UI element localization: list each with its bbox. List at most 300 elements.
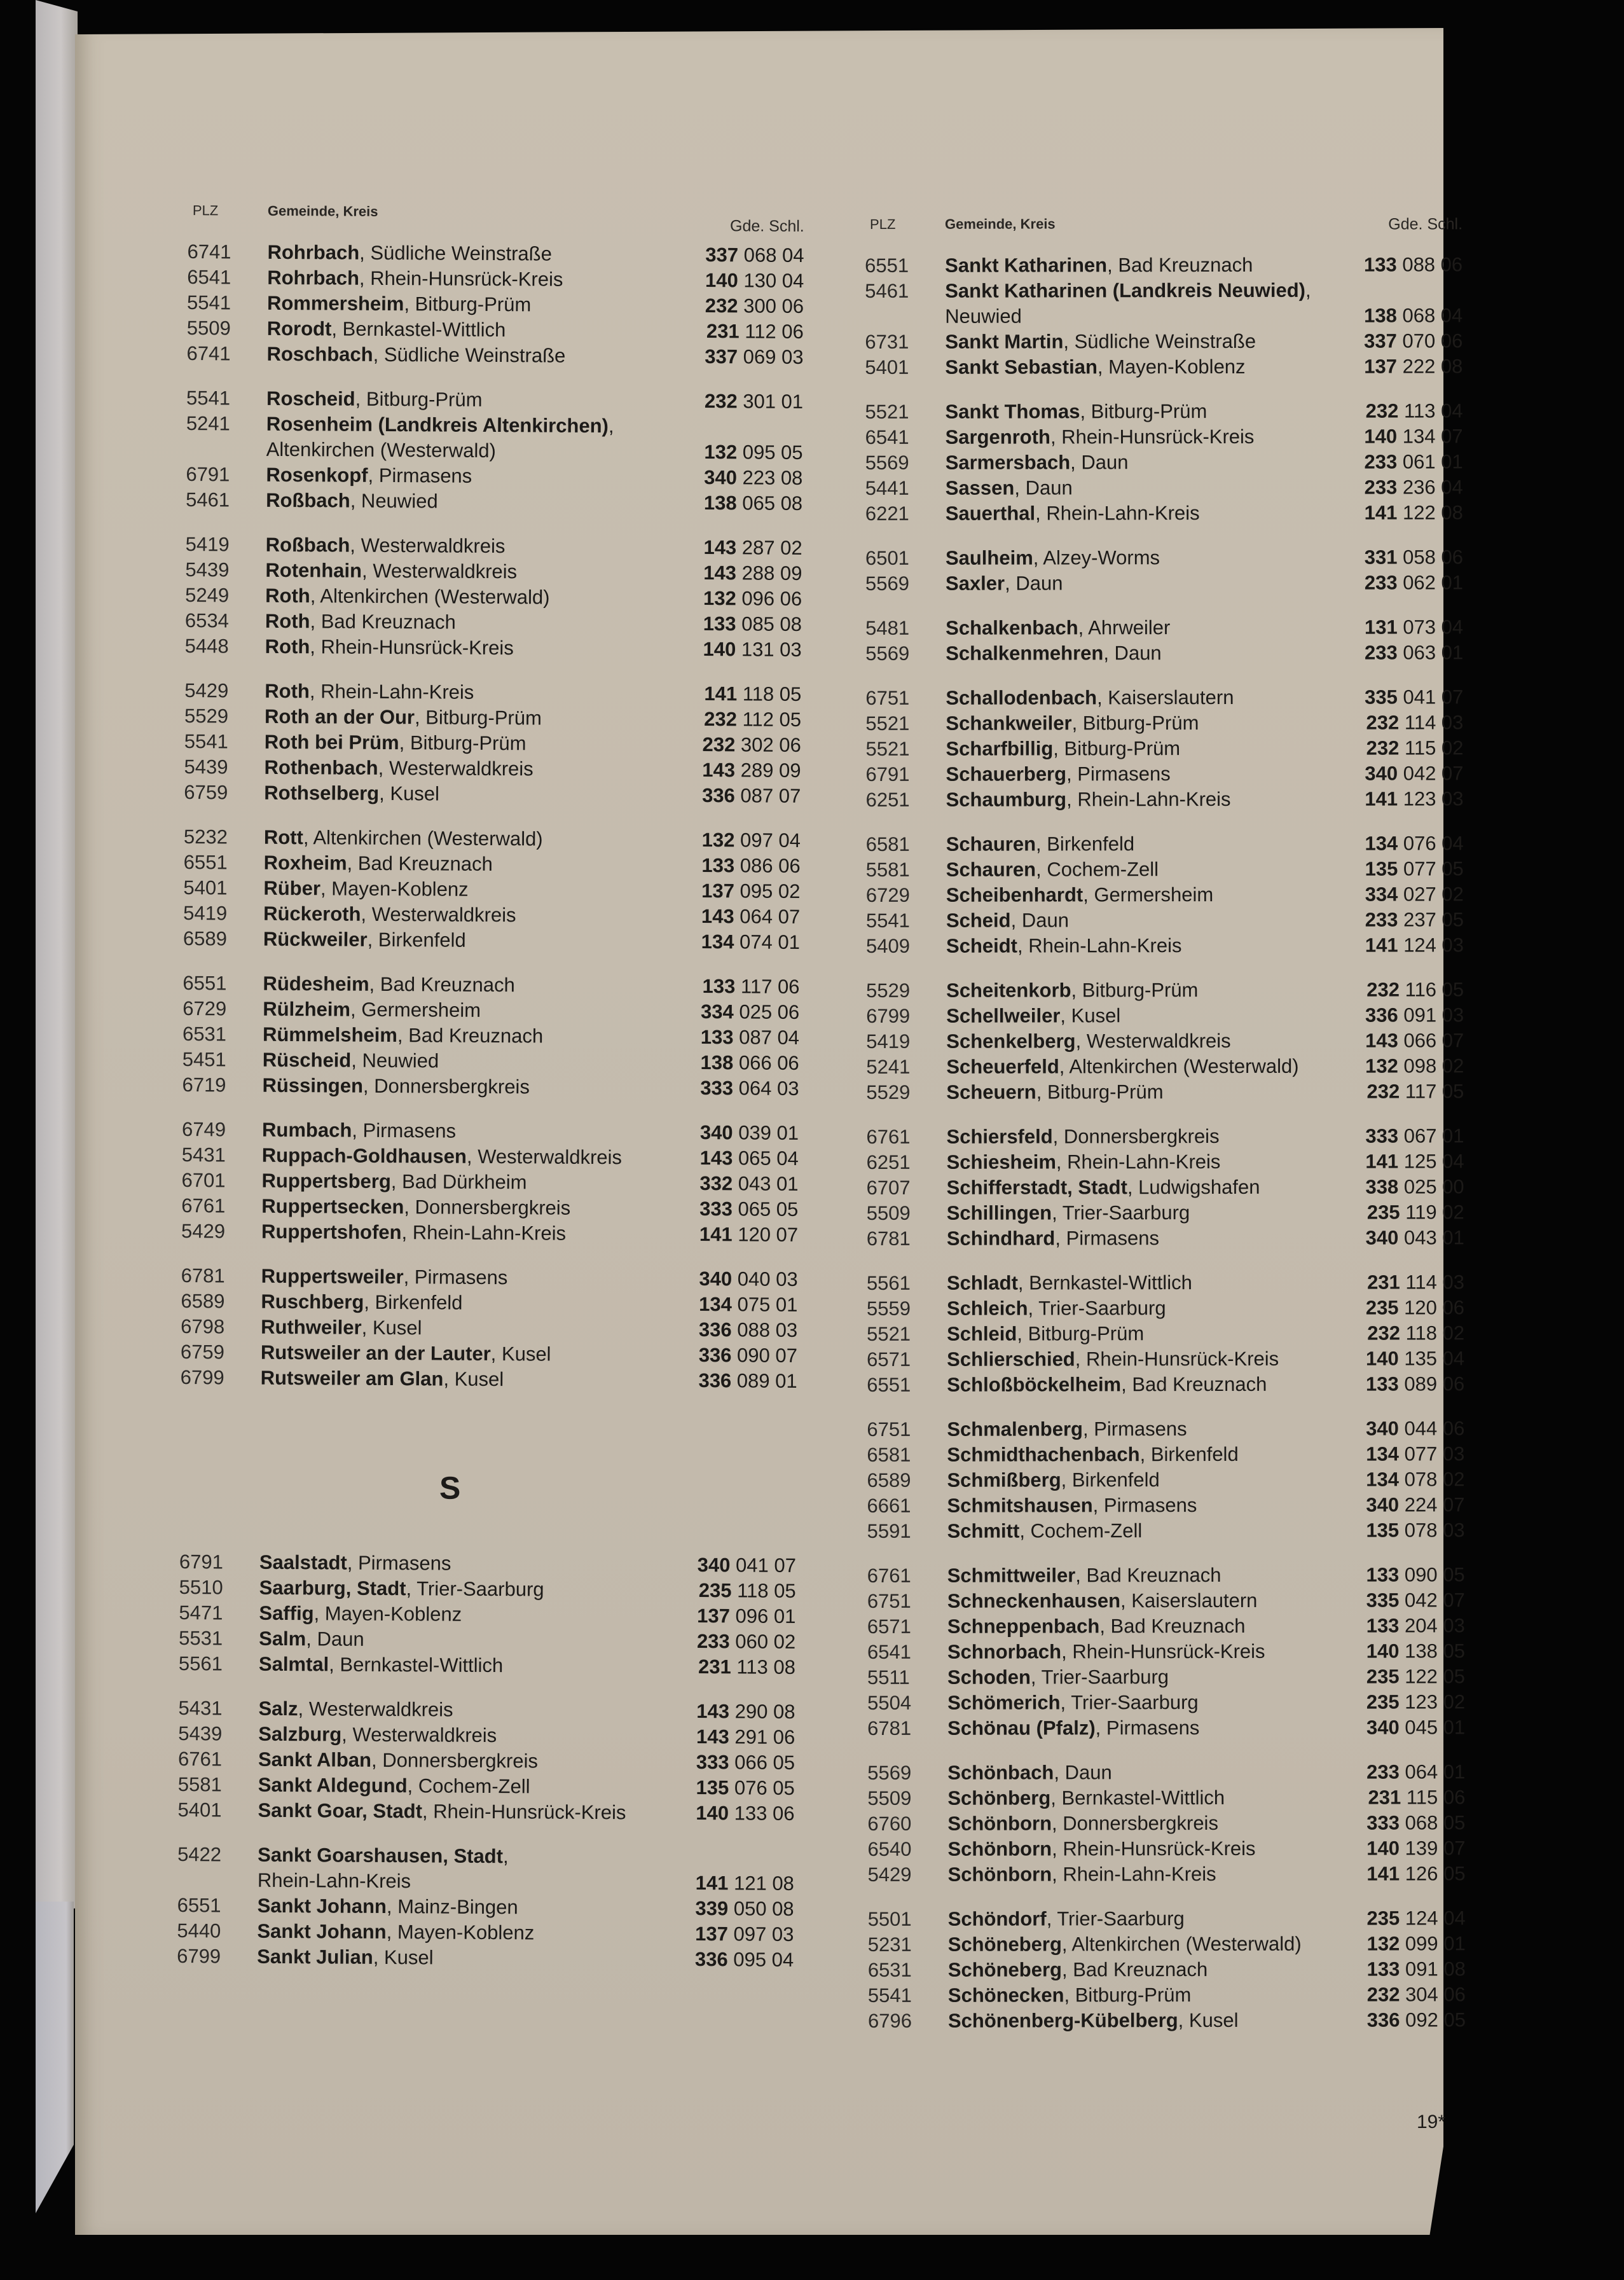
postal-code: 6541 xyxy=(867,1640,911,1663)
code-local-part: 304 06 xyxy=(1405,1983,1466,2006)
separator: , xyxy=(1103,642,1115,665)
table-row xyxy=(861,1638,1465,1665)
table-row xyxy=(859,544,1463,571)
separator: , xyxy=(368,464,379,487)
municipality-name: Sankt Johann xyxy=(257,1894,387,1918)
code-district-part: 141 xyxy=(1365,787,1398,810)
entry-group xyxy=(861,1562,1465,1741)
municipality-code xyxy=(685,1552,796,1579)
table-row xyxy=(862,1931,1466,1958)
table-row xyxy=(859,449,1463,476)
entry-group xyxy=(175,971,799,1102)
table-row xyxy=(177,780,801,809)
postal-code: 5541 xyxy=(186,387,231,410)
municipality xyxy=(261,1340,686,1368)
code-district-part: 336 xyxy=(698,1344,732,1367)
municipality-code xyxy=(1352,1079,1464,1104)
district-name: Rhein-Hunsrück-Kreis xyxy=(370,266,563,291)
table-row xyxy=(860,786,1464,813)
table-row xyxy=(859,474,1463,501)
table-row xyxy=(176,971,799,1000)
code-local-part: 050 08 xyxy=(733,1897,794,1920)
entry-group xyxy=(860,977,1464,1105)
municipality-name: Saffig xyxy=(259,1601,314,1625)
table-row xyxy=(861,1517,1465,1544)
code-local-part: 042 07 xyxy=(1404,1589,1465,1612)
municipality-name: Roxheim xyxy=(263,851,347,874)
table-row xyxy=(859,424,1463,450)
municipality xyxy=(947,1836,1354,1862)
table-row xyxy=(172,1696,795,1725)
table-row xyxy=(175,1072,799,1102)
code-district-part: 137 xyxy=(1364,355,1397,378)
code-district-part: 340 xyxy=(1365,1226,1399,1249)
table-row xyxy=(180,411,803,466)
table-row xyxy=(173,1549,796,1579)
table-row xyxy=(174,1289,797,1318)
table-row xyxy=(858,328,1462,355)
code-district-part: 235 xyxy=(1365,1296,1399,1319)
district-name: Donnersbergkreis xyxy=(415,1196,571,1219)
code-local-part: 077 05 xyxy=(1403,857,1464,880)
code-district-part: 233 xyxy=(1364,641,1398,664)
code-local-part: 117 05 xyxy=(1405,1080,1464,1103)
entry-group xyxy=(179,385,803,516)
district-name: Bitburg-Prüm xyxy=(1082,712,1199,735)
postal-code: 5504 xyxy=(867,1691,912,1714)
table-row xyxy=(859,570,1463,597)
district-name: Westerwaldkreis xyxy=(308,1697,453,1721)
code-local-part: 066 07 xyxy=(1403,1029,1464,1052)
separator: , xyxy=(313,1602,325,1625)
postal-code: 5241 xyxy=(866,1055,911,1078)
code-local-part: 074 01 xyxy=(739,930,801,953)
table-row xyxy=(860,1346,1464,1372)
separator: , xyxy=(1097,356,1109,378)
code-district-part: 135 xyxy=(696,1776,729,1799)
table-row xyxy=(860,1149,1464,1175)
municipality-name: Sassen xyxy=(945,476,1015,499)
separator: , xyxy=(1030,1666,1042,1689)
municipality-name: Schlierschied xyxy=(947,1348,1075,1371)
code-district-part: 232 xyxy=(1366,1080,1400,1103)
table-row xyxy=(175,1263,798,1292)
code-district-part: 336 xyxy=(702,784,735,807)
municipality-code xyxy=(1354,1664,1465,1689)
municipality-name: Roscheid xyxy=(266,387,355,410)
municipality-code xyxy=(1352,881,1464,907)
code-district-part: 138 xyxy=(700,1051,734,1074)
municipality xyxy=(946,1028,1352,1054)
separator: , xyxy=(1061,1640,1073,1663)
code-district-part: 337 xyxy=(1364,329,1397,352)
separator: , xyxy=(309,680,321,703)
table-row xyxy=(861,1715,1465,1741)
postal-code: 5481 xyxy=(865,616,910,639)
district-name: Kusel xyxy=(1188,2008,1239,2032)
municipality xyxy=(947,1321,1353,1347)
district-name: Alzey-Worms xyxy=(1043,546,1160,569)
table-row xyxy=(861,1810,1465,1837)
code-local-part: 114 03 xyxy=(1405,1271,1464,1294)
municipality-code xyxy=(1353,1225,1464,1250)
table-row xyxy=(861,1664,1465,1690)
municipality xyxy=(947,1690,1354,1716)
municipality-code xyxy=(689,853,801,879)
entry-group xyxy=(177,678,801,809)
separator: , xyxy=(1046,1907,1057,1930)
municipality xyxy=(261,1264,687,1292)
municipality-name: Scheibenhardt xyxy=(946,883,1084,906)
municipality-name: Schömerich xyxy=(947,1691,1061,1714)
postal-code: 5440 xyxy=(177,1919,221,1942)
code-local-part: 076 05 xyxy=(734,1776,795,1799)
code-local-part: 040 03 xyxy=(737,1268,798,1290)
code-district-part: 143 xyxy=(701,905,734,928)
municipality xyxy=(259,1575,685,1603)
separator: , xyxy=(1070,451,1082,474)
table-row xyxy=(175,1219,798,1248)
municipality-code xyxy=(691,465,802,491)
code-district-part: 340 xyxy=(1366,1716,1400,1739)
table-row xyxy=(177,926,800,955)
municipality-code xyxy=(1352,907,1464,932)
code-local-part: 064 03 xyxy=(738,1077,799,1100)
municipality-code xyxy=(692,344,803,370)
district-name: Daun xyxy=(1114,642,1162,665)
municipality xyxy=(947,1149,1353,1175)
code-local-part: 076 04 xyxy=(1403,832,1464,855)
code-district-part: 140 xyxy=(696,1801,729,1825)
municipality xyxy=(947,1226,1353,1252)
code-district-part: 143 xyxy=(699,1147,733,1170)
separator: , xyxy=(390,1170,403,1193)
code-local-part: 122 08 xyxy=(1402,501,1463,524)
code-local-part: 075 01 xyxy=(737,1293,798,1316)
municipality-code xyxy=(1353,1416,1464,1441)
district-name: Daun xyxy=(1064,1761,1112,1784)
separator: , xyxy=(1028,1297,1039,1320)
postal-code: 5509 xyxy=(186,317,231,340)
municipality xyxy=(261,1365,686,1393)
district-name: Mayen-Koblenz xyxy=(324,1602,462,1626)
district-name: Pirmasens xyxy=(362,1119,457,1142)
municipality xyxy=(265,679,690,707)
separator: , xyxy=(1120,1589,1132,1612)
municipality xyxy=(265,729,690,757)
code-district-part: 137 xyxy=(701,880,735,902)
municipality-name: Schauerberg xyxy=(946,763,1067,785)
municipality xyxy=(947,1715,1354,1741)
postal-code: 6581 xyxy=(867,1443,911,1466)
table-row xyxy=(861,1689,1465,1716)
postal-code: 6760 xyxy=(867,1812,912,1835)
district-name: Bad Kreuznach xyxy=(1086,1564,1221,1587)
code-district-part: 232 xyxy=(1366,978,1400,1001)
district-name: Rhein-Lahn-Kreis xyxy=(1077,787,1231,811)
municipality-name: Sarmersbach xyxy=(945,451,1071,474)
municipality-name: Schönau (Pfalz) xyxy=(947,1717,1096,1739)
entry-group xyxy=(859,614,1463,667)
municipality-code xyxy=(1354,1517,1465,1543)
table-row xyxy=(178,729,801,758)
code-local-part: 044 06 xyxy=(1404,1417,1465,1440)
table-row xyxy=(860,881,1464,908)
municipality xyxy=(265,634,691,662)
municipality-code xyxy=(1352,735,1463,761)
municipality-code xyxy=(1351,303,1462,328)
code-local-part: 288 09 xyxy=(741,562,802,584)
district-name: Trier-Saarburg xyxy=(1062,1201,1190,1224)
municipality xyxy=(258,1722,684,1750)
municipality xyxy=(946,450,1352,476)
postal-code: 6534 xyxy=(184,609,230,632)
entry-group xyxy=(175,1117,799,1248)
code-district-part: 232 xyxy=(1366,1983,1400,2006)
municipality xyxy=(946,882,1352,908)
municipality xyxy=(257,1919,682,1947)
municipality xyxy=(946,545,1352,571)
separator: , xyxy=(320,877,332,900)
district-name: Rhein-Hunsrück-Kreis xyxy=(433,1800,626,1824)
table-row xyxy=(860,907,1464,934)
separator: , xyxy=(1017,934,1029,957)
municipality xyxy=(945,278,1351,329)
table-row xyxy=(170,1918,794,1947)
district-name: Westerwaldkreis xyxy=(389,757,533,780)
code-local-part: 078 02 xyxy=(1404,1468,1465,1491)
municipality-code xyxy=(687,1145,799,1171)
code-district-part: 233 xyxy=(1364,476,1398,499)
separator: , xyxy=(352,1119,363,1142)
entry-group xyxy=(859,544,1463,597)
municipality xyxy=(267,240,692,268)
municipality-name: Schenkelberg xyxy=(946,1030,1076,1053)
municipality-name: Rosenkopf xyxy=(266,463,368,487)
district-name: Altenkirchen (Westerwald) xyxy=(313,826,543,850)
table-row xyxy=(172,1626,795,1655)
municipality-code xyxy=(690,707,801,733)
code-district-part: 135 xyxy=(1366,1519,1400,1542)
postal-code: 6571 xyxy=(867,1615,911,1638)
postal-code: 6551 xyxy=(182,972,227,995)
entry-group xyxy=(177,824,801,955)
municipality xyxy=(945,329,1351,355)
postal-code: 5471 xyxy=(179,1601,223,1624)
separator: , xyxy=(1092,1494,1104,1517)
entry-group xyxy=(862,1905,1466,2034)
code-district-part: 140 xyxy=(1366,1640,1400,1662)
code-local-part: 126 05 xyxy=(1405,1862,1466,1885)
district-name: Pirmasens xyxy=(1077,763,1171,785)
municipality-name: Schallodenbach xyxy=(946,686,1098,709)
separator: , xyxy=(404,1196,415,1219)
code-local-part: 062 01 xyxy=(1403,571,1464,594)
postal-code: 5541 xyxy=(186,291,231,314)
municipality-name: Rüdesheim xyxy=(263,972,369,995)
district-name: Kusel xyxy=(390,782,440,805)
separator: , xyxy=(502,1845,509,1868)
municipality-name: Roth bei Prüm xyxy=(264,730,399,754)
municipality-name: Rückweiler xyxy=(263,927,368,951)
code-local-part: 113 08 xyxy=(736,1655,796,1678)
code-district-part: 143 xyxy=(696,1725,729,1748)
municipality-code xyxy=(1352,710,1463,735)
code-local-part: 089 06 xyxy=(1404,1372,1465,1395)
table-row xyxy=(859,735,1463,762)
code-local-part: 287 02 xyxy=(741,536,802,559)
municipality-code xyxy=(691,637,802,663)
table-row xyxy=(859,500,1463,527)
separator: , xyxy=(1099,1615,1111,1638)
municipality xyxy=(948,1906,1354,1932)
municipality-name: Rotenhain xyxy=(265,558,362,582)
municipality-name: Sauerthal xyxy=(945,502,1036,525)
municipality-code xyxy=(1354,1982,1466,2007)
postal-code: 5431 xyxy=(178,1697,223,1720)
municipality-name: Rückeroth xyxy=(263,902,361,925)
code-local-part: 086 06 xyxy=(740,854,801,877)
municipality xyxy=(947,1760,1354,1786)
table-row xyxy=(174,1314,797,1343)
code-local-part: 058 06 xyxy=(1403,546,1463,569)
separator: , xyxy=(1095,1717,1106,1739)
code-district-part: 143 xyxy=(696,1699,730,1723)
municipality-code xyxy=(691,560,802,586)
municipality-code xyxy=(1352,684,1463,710)
municipality xyxy=(265,609,691,637)
district-name: Germersheim xyxy=(1094,883,1214,906)
code-local-part: 088 03 xyxy=(737,1318,798,1341)
code-district-part: 235 xyxy=(1366,1201,1400,1224)
table-row xyxy=(860,1320,1464,1347)
district-name: Rhein-Lahn-Kreis xyxy=(1046,502,1200,525)
district-name: Cochem-Zell xyxy=(1047,858,1159,881)
entry-group xyxy=(860,1416,1464,1544)
code-local-part: 123 03 xyxy=(1403,787,1464,810)
municipality-code xyxy=(1354,1759,1465,1785)
table-row xyxy=(177,875,800,904)
district-name: Westerwaldkreis xyxy=(361,534,506,558)
municipality-code xyxy=(691,535,802,561)
postal-code: 6589 xyxy=(181,1290,225,1313)
table-row xyxy=(179,583,802,612)
district-name: Rhein-Lahn-Kreis xyxy=(320,680,474,703)
table-row xyxy=(171,1893,794,1922)
table-row xyxy=(861,1613,1465,1640)
code-local-part: 097 04 xyxy=(740,829,801,852)
table-row xyxy=(172,1721,795,1750)
code-district-part: 336 xyxy=(698,1318,732,1341)
code-local-part: 068 04 xyxy=(743,244,804,266)
municipality-name: Schiesheim xyxy=(946,1150,1056,1173)
table-row xyxy=(862,1905,1466,1932)
municipality xyxy=(947,1416,1353,1442)
table-row xyxy=(171,1797,794,1827)
postal-code: 6541 xyxy=(865,425,909,448)
table-row xyxy=(170,1944,794,1973)
code-local-part: 091 03 xyxy=(1403,1004,1464,1026)
municipality xyxy=(947,1175,1353,1201)
postal-code: 5529 xyxy=(866,979,911,1002)
district-name: Westerwaldkreis xyxy=(373,559,518,583)
separator: , xyxy=(1010,909,1022,932)
table-row xyxy=(179,557,802,586)
separator: , xyxy=(404,293,415,315)
code-local-part: 025 00 xyxy=(1403,1175,1464,1198)
code-district-part: 133 xyxy=(700,1026,734,1049)
municipality xyxy=(263,876,689,904)
district-name: Bitburg-Prüm xyxy=(1064,737,1181,760)
municipality-name: Rutsweiler an der Lauter xyxy=(260,1341,491,1365)
code-local-part: 204 03 xyxy=(1405,1614,1465,1637)
municipality-code xyxy=(1352,500,1463,525)
table-row xyxy=(860,1028,1464,1054)
entry-group xyxy=(859,398,1463,527)
code-local-part: 223 08 xyxy=(742,466,803,489)
separator: , xyxy=(1052,1125,1064,1148)
postal-code: 6540 xyxy=(867,1837,912,1860)
table-row xyxy=(859,710,1463,736)
postal-code: 5521 xyxy=(865,737,910,760)
table-row xyxy=(176,1047,799,1076)
code-district-part: 134 xyxy=(1366,1442,1399,1465)
municipality-code xyxy=(692,268,804,294)
code-district-part: 133 xyxy=(701,854,735,877)
municipality xyxy=(258,1696,684,1724)
table-row xyxy=(860,1295,1464,1322)
code-local-part: 124 03 xyxy=(1403,934,1464,957)
code-local-part: 068 05 xyxy=(1405,1811,1466,1834)
municipality xyxy=(265,704,690,732)
municipality-code xyxy=(1354,1492,1465,1517)
postal-code: 5569 xyxy=(865,572,910,595)
municipality-name: Scheid xyxy=(946,909,1011,932)
code-local-part: 115 06 xyxy=(1406,1786,1466,1809)
header-code: Gde. Schl. xyxy=(1388,215,1463,233)
code-district-part: 133 xyxy=(702,975,736,998)
district-name: Bitburg-Prüm xyxy=(415,293,532,316)
postal-code: 6761 xyxy=(867,1564,911,1587)
separator: , xyxy=(443,1367,455,1390)
municipality xyxy=(266,386,692,414)
separator: , xyxy=(386,1895,398,1918)
code-local-part: 118 05 xyxy=(737,1579,796,1602)
postal-code: 5231 xyxy=(867,1933,912,1956)
separator: , xyxy=(1033,546,1043,569)
postal-code: 6581 xyxy=(865,833,910,855)
municipality xyxy=(945,354,1351,380)
district-name: Rhein-Lahn-Kreis xyxy=(257,1869,411,1893)
district-name: Pirmasens xyxy=(1094,1418,1187,1441)
entry-group xyxy=(860,1123,1464,1252)
separator: , xyxy=(1036,1081,1047,1103)
municipality-name: Scheuerfeld xyxy=(946,1055,1059,1078)
code-local-part: 027 02 xyxy=(1403,883,1464,906)
code-local-part: 070 06 xyxy=(1402,329,1463,352)
municipality xyxy=(264,755,689,783)
municipality-name: Ruppach-Goldhausen xyxy=(261,1143,467,1168)
table-row xyxy=(859,398,1463,425)
municipality-code xyxy=(1352,1028,1464,1053)
code-local-part: 116 05 xyxy=(1405,978,1464,1001)
municipality xyxy=(946,761,1352,787)
municipality-name: Rorodt xyxy=(266,317,332,340)
code-district-part: 231 xyxy=(706,320,740,343)
table-row xyxy=(862,2007,1466,2034)
code-local-part: 085 08 xyxy=(741,612,802,635)
municipality-name: Schauren xyxy=(946,858,1036,881)
